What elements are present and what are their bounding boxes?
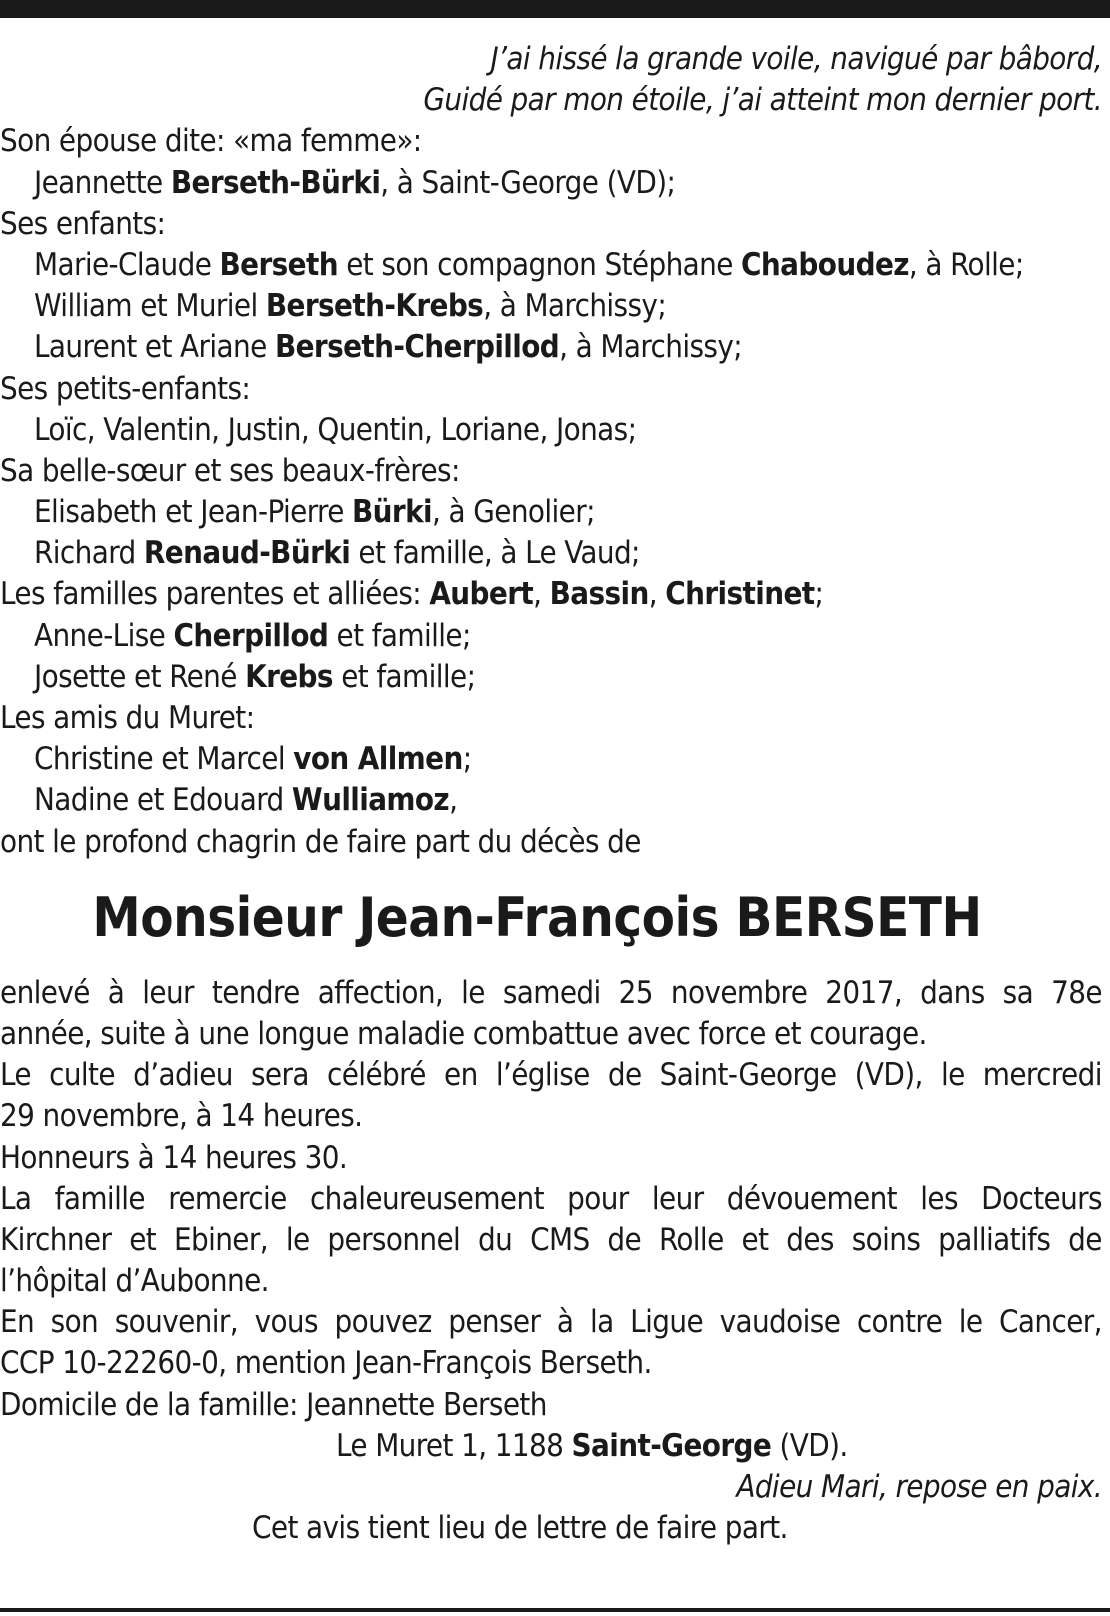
relative-entry-1: Anne-Lise Cherpillod et famille; [34, 617, 471, 654]
body-line-9: En son souvenir, vous pouvez penser à la Ligue vaudoise contre le Cancer, [0, 1304, 1102, 1341]
body-line-4: 29 novembre, à 14 heures. [0, 1098, 363, 1135]
obituary-notice [0, 39, 1102, 1549]
body-line-10: CCP 10-22260-0, mention Jean-François Berseth. [0, 1345, 652, 1382]
body-line-5: Honneurs à 14 heures 30. [0, 1139, 348, 1176]
child-entry-2: William et Muriel Berseth-Krebs, à Marchissy; [34, 288, 667, 325]
body-line-6: La famille remercie chaleureusement pour leur dévouement les Docteurs [0, 1180, 1102, 1217]
friend-entry-1: Christine et Marcel von Allmen; [34, 741, 472, 778]
farewell-line: Adieu Mari, repose en paix. [736, 1469, 1102, 1505]
child-entry-3: Laurent et Ariane Berseth-Cherpillod, à Marchissy; [34, 329, 743, 366]
body-line-3: Le culte d’adieu sera célébré en l’église de Saint-George (VD), le mercredi [0, 1057, 1102, 1094]
body-line-8: l’hôpital d’Aubonne. [0, 1263, 269, 1300]
body-line-2: année, suite à une longue maladie combattue avec force et courage. [0, 1015, 927, 1052]
notice-note: Cet avis tient lieu de lettre de faire part. [252, 1510, 788, 1547]
grandchildren-heading: Ses petits-enfants: [0, 370, 251, 407]
children-heading: Ses enfants: [0, 205, 166, 242]
relatives-heading: Les familles parentes et alliées: Aubert, Bassin, Christinet; [0, 576, 824, 613]
inlaw-entry-1: Elisabeth et Jean-Pierre Bürki, à Genolier; [34, 494, 595, 531]
announcement-line: ont le profond chagrin de faire part du décès de [0, 823, 641, 860]
friends-heading: Les amis du Muret: [0, 700, 255, 736]
deceased-name-title: Monsieur Jean-François BERSETH [92, 885, 982, 949]
top-border-rule [0, 0, 1110, 18]
body-line-11: Domicile de la famille: Jeannette Berseth [0, 1386, 547, 1423]
spouse-heading: Son épouse dite: «ma femme»: [0, 123, 422, 160]
body-line-7: Kirchner et Ebiner, le personnel du CMS de Rolle et des soins palliatifs de [0, 1221, 1102, 1258]
epigraph-line-2: Guidé par mon étoile, j’ai atteint mon dernier port. [423, 82, 1102, 119]
relative-entry-2: Josette et René Krebs et famille; [34, 658, 476, 695]
epigraph-line-1: J’ai hissé la grande voile, navigué par bâbord, [490, 41, 1102, 77]
child-entry-1: Marie-Claude Berseth et son compagnon Stéphane Chaboudez, à Rolle; [34, 246, 1024, 283]
body-line-1: enlevé à leur tendre affection, le samedi 25 novembre 2017, dans sa 78e [0, 974, 1102, 1011]
spouse-entry: Jeannette Berseth-Bürki, à Saint-George (VD); [34, 164, 676, 201]
family-address: Le Muret 1, 1188 Saint-George (VD). [336, 1427, 848, 1464]
inlaws-heading: Sa belle-sœur et ses beaux-frères: [0, 452, 460, 489]
inlaw-entry-2: Richard Renaud-Bürki et famille, à Le Vaud; [34, 535, 640, 572]
friend-entry-2: Nadine et Edouard Wulliamoz, [34, 782, 458, 819]
grandchildren-entry: Loïc, Valentin, Justin, Quentin, Loriane, Jonas; [34, 411, 637, 448]
bottom-border-rule [0, 1608, 1110, 1612]
